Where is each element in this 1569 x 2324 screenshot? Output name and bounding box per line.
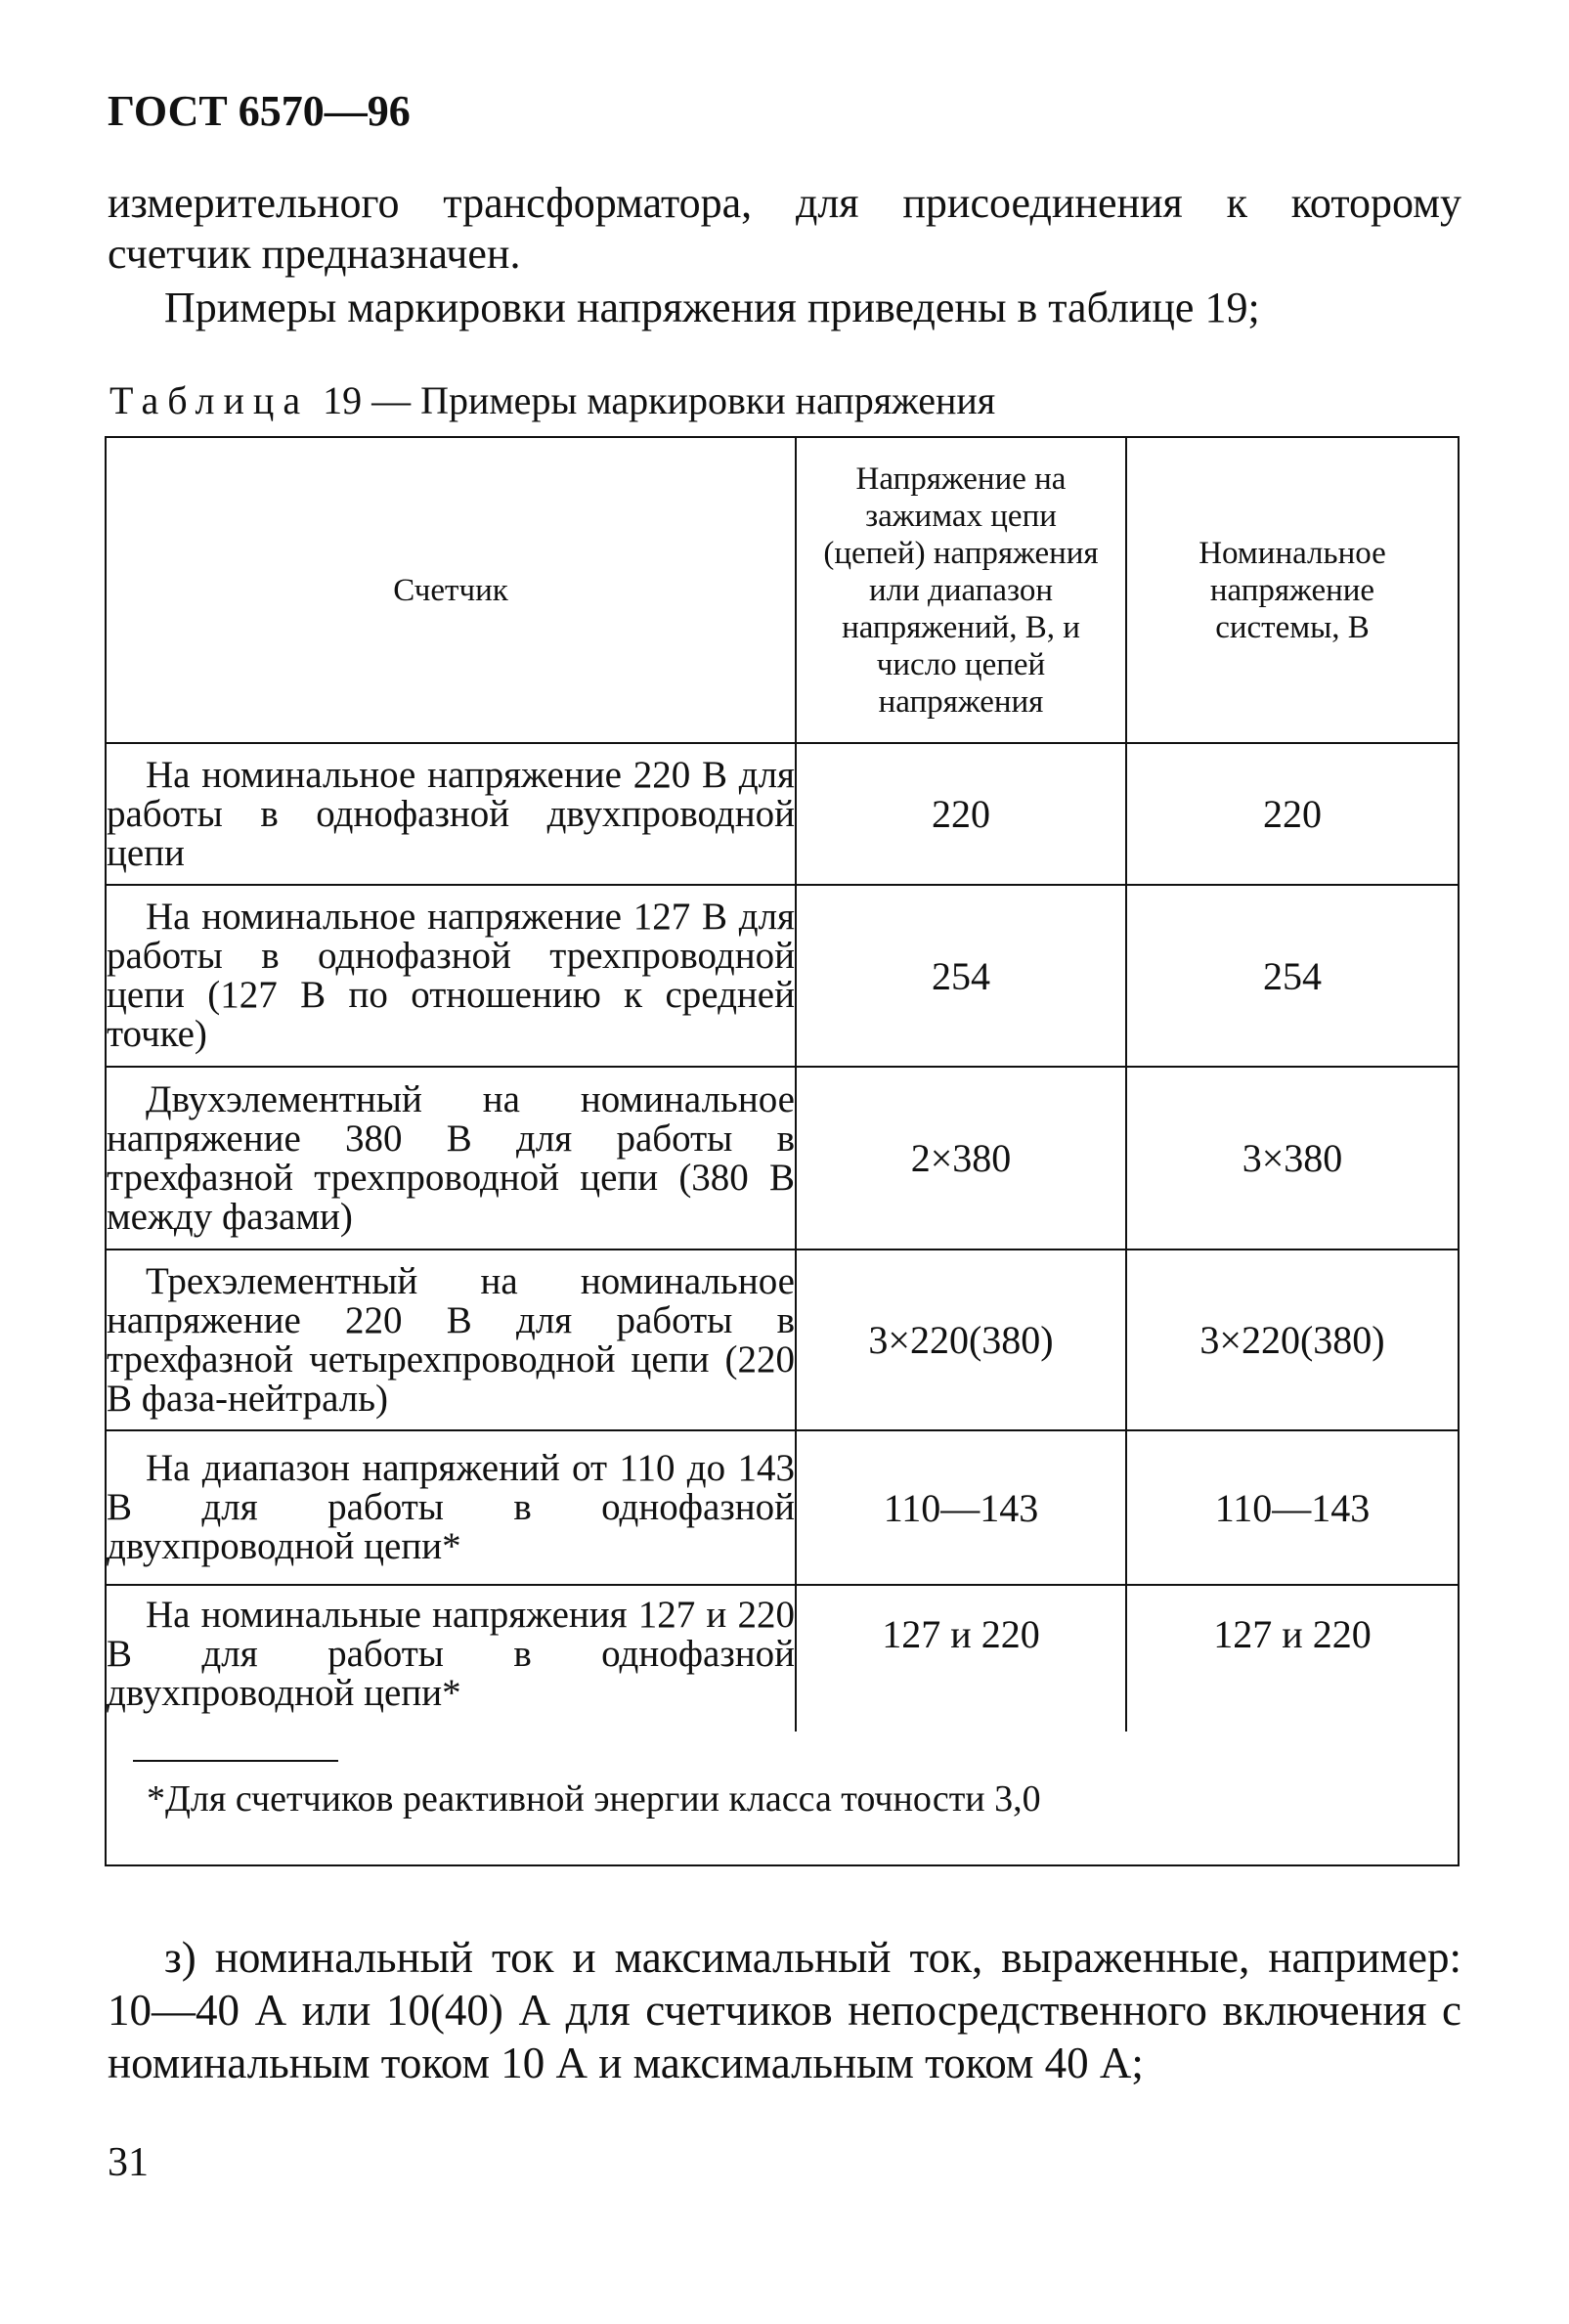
table-footnote: *Для счетчиков реактивной энергии класса точности 3,0 — [147, 1778, 1041, 1820]
row-terminal-voltage: 127 и 220 — [796, 1585, 1126, 1732]
row-system-voltage: 3×220(380) — [1126, 1250, 1458, 1430]
table-row — [107, 1067, 1458, 1250]
document-standard-header: ГОСТ 6570—96 — [108, 87, 411, 135]
table-header-row — [107, 438, 1458, 743]
table-caption-label: Таблица — [109, 378, 310, 422]
row-terminal-voltage: 3×220(380) — [796, 1250, 1126, 1430]
header-system-voltage-label: Номинальное напряжение системы, В — [1199, 535, 1386, 645]
header-system-voltage — [1126, 438, 1458, 743]
row-system-voltage: 3×380 — [1126, 1067, 1458, 1250]
header-terminal-voltage-label: Напряжение на зажимах цепи (цепей) напряжения или диапазон напряжений, В, и число цепей напряжения — [823, 460, 1099, 720]
row-terminal-voltage: 2×380 — [796, 1067, 1126, 1250]
header-terminal-voltage — [796, 438, 1126, 743]
item-z-paragraph: з) номинальный ток и максимальный ток, выраженные, например: 10—40 А или 10(40) А для счетчиков непосредственного включения с номинальным током 10 А и максимальным током 40 А; — [108, 1933, 1461, 2087]
row-description: На диапазон напряжений от 110 до 143 В для работы в однофазной двухпроводной цепи* — [107, 1430, 796, 1585]
examples-paragraph: Примеры маркировки напряжения приведены в таблице 19; — [164, 284, 1260, 331]
row-system-voltage: 110—143 — [1126, 1430, 1458, 1585]
table-row — [107, 743, 1458, 885]
table-row — [107, 1250, 1458, 1430]
header-meter — [107, 438, 796, 743]
row-terminal-voltage: 220 — [796, 743, 1126, 885]
page-number: 31 — [108, 2140, 149, 2185]
table-row — [107, 885, 1458, 1067]
row-description: На номинальные напряжения 127 и 220 В для работы в однофазной двухпроводной цепи* — [107, 1585, 796, 1732]
row-system-voltage: 127 и 220 — [1126, 1585, 1458, 1732]
row-description: На номинальное напряжение 127 В для работы в однофазной трехпроводной цепи (127 В по отношению к средней точке) — [107, 885, 796, 1067]
continuation-paragraph — [108, 178, 1461, 280]
voltage-marking-table — [107, 438, 1458, 1732]
table-caption — [109, 377, 995, 423]
row-description: Трехэлементный на номинальное напряжение 220 В для работы в трехфазной четырехпроводной цепи (220 В фаза-нейтраль) — [107, 1250, 796, 1430]
header-meter-label: Счетчик — [393, 572, 508, 608]
continuation-line-2: счетчик предназначен. — [108, 230, 521, 278]
table-caption-text: 19 — Примеры маркировки напряжения — [323, 378, 996, 422]
row-system-voltage: 220 — [1126, 743, 1458, 885]
footnote-separator-line — [133, 1760, 338, 1762]
row-description: Двухэлементный на номинальное напряжение 380 В для работы в трехфазной трехпроводной цепи (380 В между фазами) — [107, 1067, 796, 1250]
row-terminal-voltage: 254 — [796, 885, 1126, 1067]
row-system-voltage: 254 — [1126, 885, 1458, 1067]
table-frame — [105, 436, 1460, 1866]
continuation-line-1: измерительного трансформатора, для присоединения к которому — [108, 179, 1461, 227]
table-row — [107, 1585, 1458, 1732]
row-description: На номинальное напряжение 220 В для работы в однофазной двухпроводной цепи — [107, 743, 796, 885]
row-terminal-voltage: 110—143 — [796, 1430, 1126, 1585]
table-row — [107, 1430, 1458, 1585]
